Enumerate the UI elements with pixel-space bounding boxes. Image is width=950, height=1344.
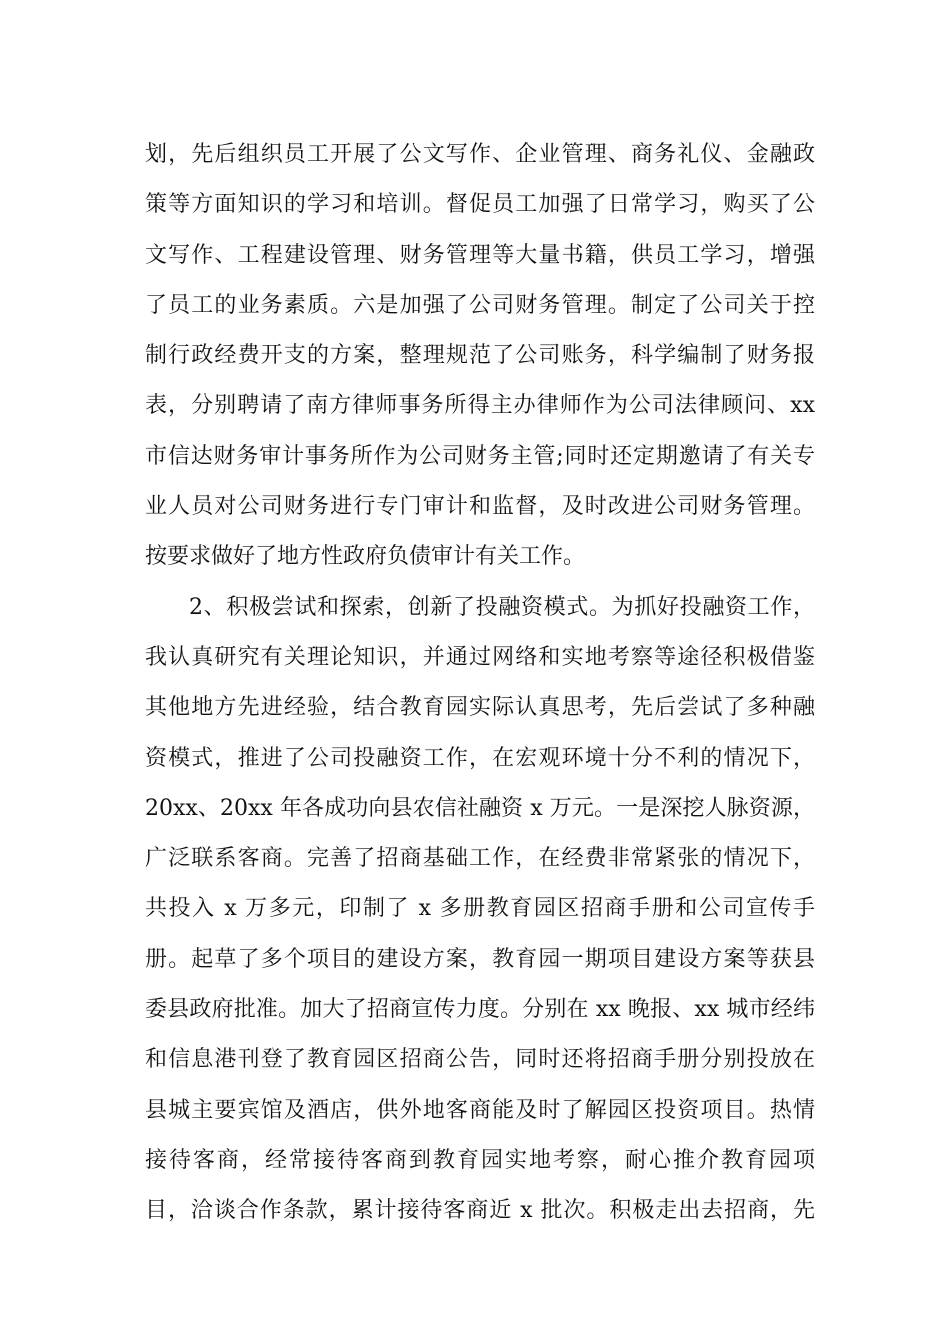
paragraph-end-line: 按要求做好了地方性政府负债审计有关工作。 <box>145 544 586 570</box>
text-line: 文写作、工程建设管理、财务管理等大量书籍，供员工学习，增强 <box>145 242 815 268</box>
text-line: 县城主要宾馆及酒店，供外地客商能及时了解园区投资项目。热情 <box>145 1097 815 1123</box>
text-line: 册。起草了多个项目的建设方案，教育园一期项目建设方案等获县 <box>145 946 815 972</box>
text-line: 广泛联系客商。完善了招商基础工作，在经费非常紧张的情况下， <box>145 846 815 872</box>
text-line: 目，洽谈合作条款，累计接待客商近 x 批次。积极走出去招商，先 <box>145 1198 815 1224</box>
text-line: 委县政府批准。加大了招商宣传力度。分别在 xx 晚报、xx 城市经纬 <box>145 997 815 1023</box>
text-line: 我认真研究有关理论知识，并通过网络和实地考察等途径积极借鉴 <box>145 644 815 670</box>
text-line: 和信息港刊登了教育园区招商公告，同时还将招商手册分别投放在 <box>145 1047 815 1073</box>
text-line: 接待客商，经常接待客商到教育园实地考察，耐心推介教育园项 <box>145 1147 815 1173</box>
text-line: 制行政经费开支的方案，整理规范了公司账务，科学编制了财务报 <box>145 343 815 369</box>
paragraph-first-line: 2、积极尝试和探索，创新了投融资模式。为抓好投融资工作， <box>189 594 815 620</box>
text-line: 表，分别聘请了南方律师事务所得主办律师作为公司法律顾问、xx <box>145 393 815 419</box>
text-line: 策等方面知识的学习和培训。督促员工加强了日常学习，购买了公 <box>145 192 815 218</box>
body-text <box>145 130 815 1237</box>
text-line: 其他地方先进经验，结合教育园实际认真思考，先后尝试了多种融 <box>145 695 815 721</box>
text-line: 资模式，推进了公司投融资工作，在宏观环境十分不利的情况下， <box>145 745 815 771</box>
text-line: 了员工的业务素质。六是加强了公司财务管理。制定了公司关于控 <box>145 292 815 318</box>
text-line: 市信达财务审计事务所作为公司财务主管;同时还定期邀请了有关专 <box>145 443 815 469</box>
text-line: 划，先后组织员工开展了公文写作、企业管理、商务礼仪、金融政 <box>145 142 815 167</box>
text-line: 业人员对公司财务进行专门审计和监督，及时改进公司财务管理。 <box>145 494 815 520</box>
text-line: 20xx、20xx 年各成功向县农信社融资 x 万元。一是深挖人脉资源， <box>145 795 815 821</box>
text-line: 共投入 x 万多元，印制了 x 多册教育园区招商手册和公司宣传手 <box>145 896 815 922</box>
